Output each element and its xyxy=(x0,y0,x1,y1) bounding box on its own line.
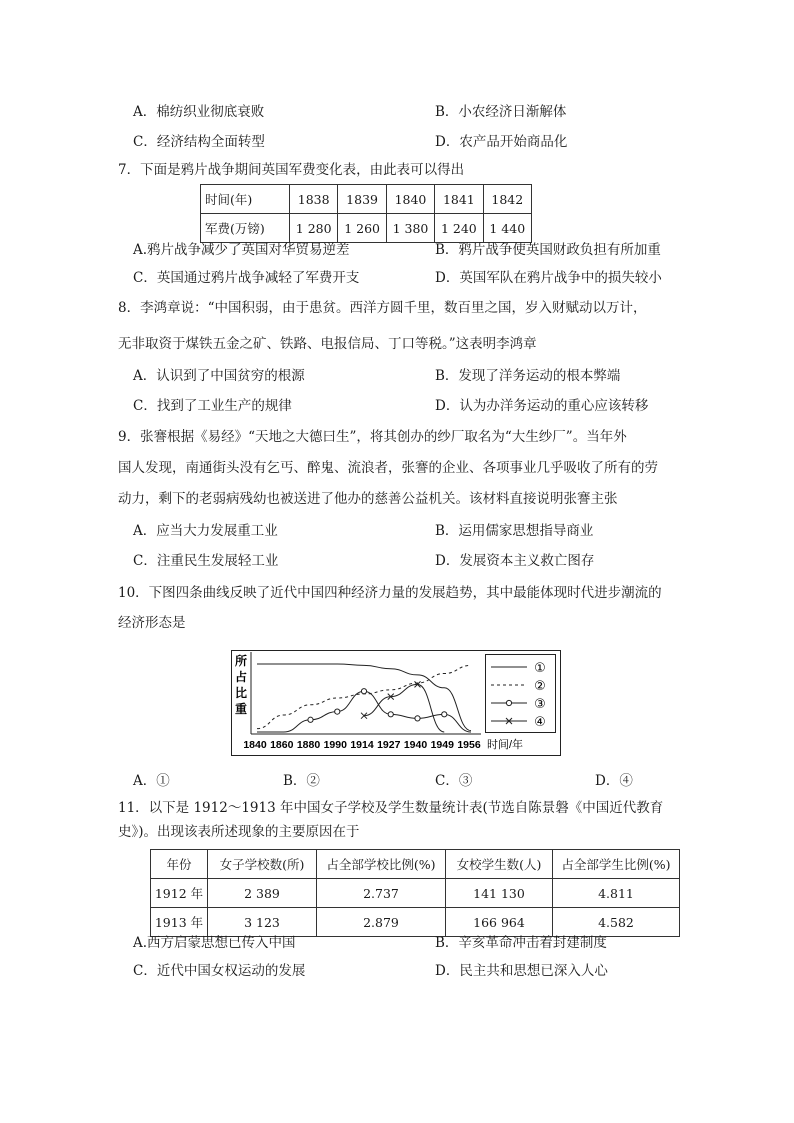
x-tick-label: 1840 xyxy=(243,739,267,751)
q11-table xyxy=(150,849,680,937)
q10-line-1: 10．下图四条曲线反映了近代中国四种经济力量的发展趋势，其中最能体现时代进步潮流的 xyxy=(118,585,662,601)
table-cell: 1913 年 xyxy=(151,908,208,937)
series-3-point xyxy=(442,712,447,717)
table-cell: 2.879 xyxy=(317,908,446,937)
q10-option-c: C．③ xyxy=(435,773,473,789)
q7-option-a: A.鸦片战争减少了英国对华贸易逆差 xyxy=(133,242,350,258)
x-tick-label: 1990 xyxy=(323,739,347,751)
x-axis-label: 时间/年 xyxy=(486,739,524,751)
q9-option-d: D．发展资本主义救亡图存 xyxy=(435,553,595,569)
table-cell: 1840 xyxy=(386,185,434,214)
q10-option-b: B．② xyxy=(283,773,320,789)
table-header-cell: 女子学校数(所) xyxy=(208,850,317,879)
x-tick-label: 1880 xyxy=(296,739,321,751)
series-3-point xyxy=(335,709,340,714)
table-cell: 2.737 xyxy=(317,879,446,908)
q7-option-c: C．英国通过鸦片战争减轻了军费开支 xyxy=(133,270,360,286)
y-label-char: 比 xyxy=(234,686,248,700)
q9-line-1: 9．张謇根据《易经》“天地之大德曰生”，将其创办的纱厂取名为“大生纱厂”。当年外 xyxy=(118,429,627,445)
table-header-cell: 年份 xyxy=(151,850,208,879)
table-cell: 军费(万镑) xyxy=(201,214,290,243)
y-label-char: 重 xyxy=(234,702,248,716)
x-tick-label: 1949 xyxy=(430,739,454,751)
table-cell: 1841 xyxy=(435,185,483,214)
legend-label-1: ① xyxy=(534,661,546,676)
table-cell: 1 240 xyxy=(435,214,483,243)
q10-option-d: D．④ xyxy=(595,773,633,789)
q7-stem: 7．下面是鸦片战争期间英国军费变化表，由此表可以得出 xyxy=(118,162,465,178)
y-label-char: 所 xyxy=(234,654,248,668)
table-header-cell: 占全部学校比例(%) xyxy=(317,850,446,879)
table-cell: 1838 xyxy=(290,185,338,214)
x-tick-label: 1914 xyxy=(350,739,374,751)
q9-option-a: A．应当大力发展重工业 xyxy=(133,523,278,539)
q9-option-c: C．注重民生发展轻工业 xyxy=(133,553,279,569)
series-3-point xyxy=(308,717,313,722)
q8-option-d: D．认为办洋务运动的重心应该转移 xyxy=(435,398,649,414)
x-tick-label: 1860 xyxy=(270,739,294,751)
q11-option-b: B．辛亥革命冲击着封建制度 xyxy=(435,935,607,951)
legend-label-3: ③ xyxy=(534,697,546,712)
legend-marker-circle xyxy=(506,700,511,705)
chart-svg xyxy=(231,650,561,756)
legend-label-2: ② xyxy=(534,679,546,694)
table-cell: 141 130 xyxy=(446,879,553,908)
table-cell: 1839 xyxy=(338,185,386,214)
table-header-cell: 女校学生数(人) xyxy=(446,850,553,879)
q8-option-b: B．发现了洋务运动的根本弊端 xyxy=(435,368,621,384)
q6-option-d: D．农产品开始商品化 xyxy=(435,134,568,150)
x-tick-labels xyxy=(243,739,481,751)
table-cell: 1912 年 xyxy=(151,879,208,908)
q8-line-2: 无非取资于煤铁五金之矿、铁路、电报信局、丁口等税。”这表明李鸿章 xyxy=(118,336,537,352)
q9-line-2: 国人发现，南通街头没有乞丐、醉鬼、流浪者，张謇的企业、各项事业几乎吸收了所有的劳 xyxy=(118,460,658,476)
x-tick-label: 1927 xyxy=(377,739,401,751)
legend-label-4: ④ xyxy=(534,715,546,730)
q11-table-header xyxy=(151,850,680,879)
y-label-char: 占 xyxy=(234,670,248,684)
q11-option-c: C．近代中国女权运动的发展 xyxy=(133,963,306,979)
table-cell: 1 280 xyxy=(290,214,338,243)
table-cell: 4.582 xyxy=(553,908,680,937)
x-tick-label: 1956 xyxy=(457,739,481,751)
q6-option-a: A．棉纺织业彻底衰败 xyxy=(133,104,265,120)
q7-table-row xyxy=(201,185,532,214)
q7-option-b: B．鸦片战争使英国财政负担有所加重 xyxy=(435,242,661,258)
q9-line-3: 动力，剩下的老弱病残幼也被送进了他办的慈善公益机关。该材料直接说明张謇主张 xyxy=(118,491,618,507)
q8-option-c: C．找到了工业生产的规律 xyxy=(133,398,292,414)
table-cell: 2 389 xyxy=(208,879,317,908)
q11-line-1: 11．以下是 1912～1913 年中国女子学校及学生数量统计表(节选自陈景磐《中国近代教育 xyxy=(118,800,664,816)
q11-option-a: A.西方启蒙思想已传入中国 xyxy=(133,935,296,951)
economic-trend-chart xyxy=(231,650,561,756)
table-cell: 1842 xyxy=(483,185,531,214)
table-row xyxy=(151,879,680,908)
q7-table-row xyxy=(201,214,532,243)
q10-line-2: 经济形态是 xyxy=(118,615,186,631)
series-3-point xyxy=(361,689,366,694)
q7-table xyxy=(200,184,532,243)
q6-option-b: B．小农经济日渐解体 xyxy=(435,104,567,120)
q11-option-d: D．民主共和思想已深入人心 xyxy=(435,963,608,979)
table-header-cell: 占全部学生比例(%) xyxy=(553,850,680,879)
q11-line-2: 史》)。出现该表所述现象的主要原因在于 xyxy=(118,824,360,840)
table-cell: 时间(年) xyxy=(201,185,290,214)
table-cell: 4.811 xyxy=(553,879,680,908)
q7-option-d: D．英国军队在鸦片战争中的损失较小 xyxy=(435,270,662,286)
table-cell: 166 964 xyxy=(446,908,553,937)
q8-option-a: A．认识到了中国贫穷的根源 xyxy=(133,368,305,384)
series-3-point xyxy=(415,716,420,721)
x-tick-label: 1940 xyxy=(403,739,428,751)
table-cell: 1 380 xyxy=(386,214,434,243)
q6-option-c: C．经济结构全面转型 xyxy=(133,134,265,150)
table-cell: 3 123 xyxy=(208,908,317,937)
table-cell: 1 440 xyxy=(483,214,531,243)
q10-option-a: A．① xyxy=(133,773,170,789)
q9-option-b: B．运用儒家思想指导商业 xyxy=(435,523,594,539)
series-3-point xyxy=(388,712,393,717)
q8-line-1: 8．李鸿章说：“中国积弱，由于患贫。西洋方圆千里，数百里之国，岁入财赋动以万计， xyxy=(118,300,647,316)
table-cell: 1 260 xyxy=(338,214,386,243)
